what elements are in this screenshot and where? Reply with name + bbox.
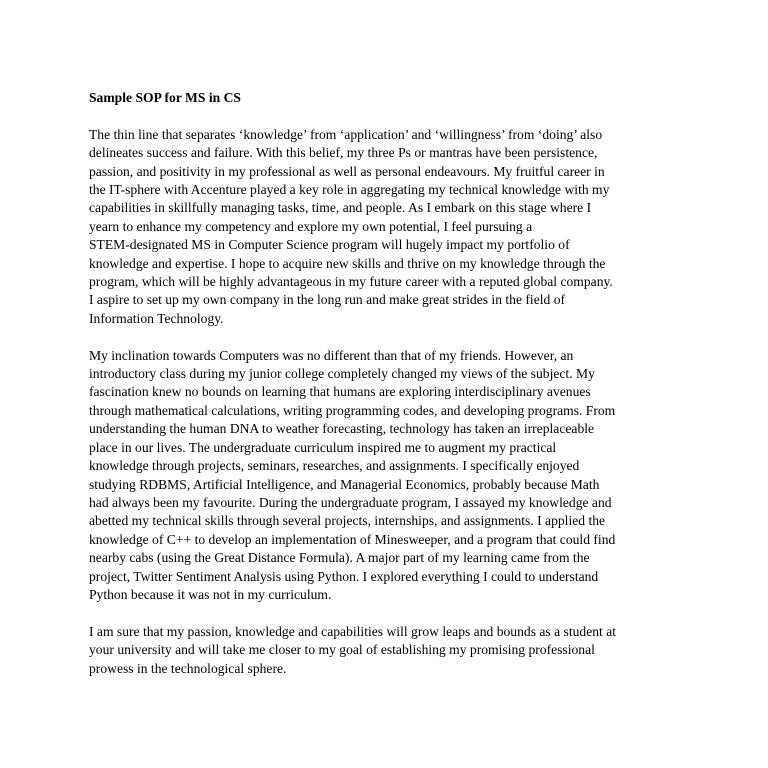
paragraph-background [89, 347, 689, 605]
text-line: studying RDBMS, Artificial Intelligence, and Managerial Economics, probably because Math [89, 476, 600, 492]
text-line: knowledge of C++ to develop an implementation of Minesweeper, and a program that could find [89, 531, 616, 547]
text-line: place in our lives. The undergraduate curriculum inspired me to augment my practical [89, 439, 557, 455]
document-title: Sample SOP for MS in CS [89, 90, 241, 105]
text-line: fascination knew no bounds on learning that humans are exploring interdisciplinary avenues [89, 384, 591, 400]
text-line: prowess in the technological sphere. [89, 660, 287, 676]
text-line: yearn to enhance my competency and explore my own potential, I feel pursuing a [89, 218, 533, 234]
paragraph-intro [89, 126, 689, 328]
text-line: your university and will take me closer to my goal of establishing my promising professional [89, 642, 595, 658]
text-line: passion, and positivity in my professional as well as personal endeavours. My fruitful career in [89, 163, 605, 179]
text-line: I am sure that my passion, knowledge and capabilities will grow leaps and bounds as a student at [89, 623, 617, 639]
text-line: delineates success and failure. With this belief, my three Ps or mantras have been persistence, [89, 145, 598, 161]
text-line: knowledge through projects, seminars, researches, and assignments. I specifically enjoyed [89, 458, 580, 474]
text-line: understanding the human DNA to weather forecasting, technology has taken an irreplaceable [89, 421, 595, 437]
text-line: introductory class during my junior college completely changed my views of the subject. My [89, 366, 595, 382]
text-line: The thin line that separates ‘knowledge’ from ‘application’ and ‘willingness’ from ‘doing’ also [89, 126, 603, 142]
text-line: My inclination towards Computers was no different than that of my friends. However, an [89, 347, 574, 363]
paragraph-conclusion [89, 623, 689, 678]
text-line: capabilities in skillfully managing tasks, time, and people. As I embark on this stage where I [89, 200, 592, 216]
text-line: Python because it was not in my curriculum. [89, 586, 332, 602]
text-line: STEM-designated MS in Computer Science program will hugely impact my portfolio of [89, 237, 570, 253]
text-line: I aspire to set up my own company in the long run and make great strides in the field of [89, 292, 566, 308]
text-line: nearby cabs (using the Great Distance Formula). A major part of my learning came from the [89, 550, 590, 566]
document-body [89, 89, 689, 696]
text-line: program, which will be highly advantageous in my future career with a reputed global company. [89, 274, 613, 290]
text-line: abetted my technical skills through several projects, internships, and assignments. I applied the [89, 513, 606, 529]
text-line: project, Twitter Sentiment Analysis using Python. I explored everything I could to understand [89, 568, 599, 584]
text-line: the IT-sphere with Accenture played a key role in aggregating my technical knowledge with my [89, 182, 610, 198]
text-line: through mathematical calculations, writing programming codes, and developing programs. From [89, 402, 616, 418]
text-line: had always been my favourite. During the undergraduate program, I assayed my knowledge and [89, 494, 612, 510]
text-line: Information Technology. [89, 310, 224, 326]
text-line: knowledge and expertise. I hope to acquire new skills and thrive on my knowledge through the [89, 255, 606, 271]
